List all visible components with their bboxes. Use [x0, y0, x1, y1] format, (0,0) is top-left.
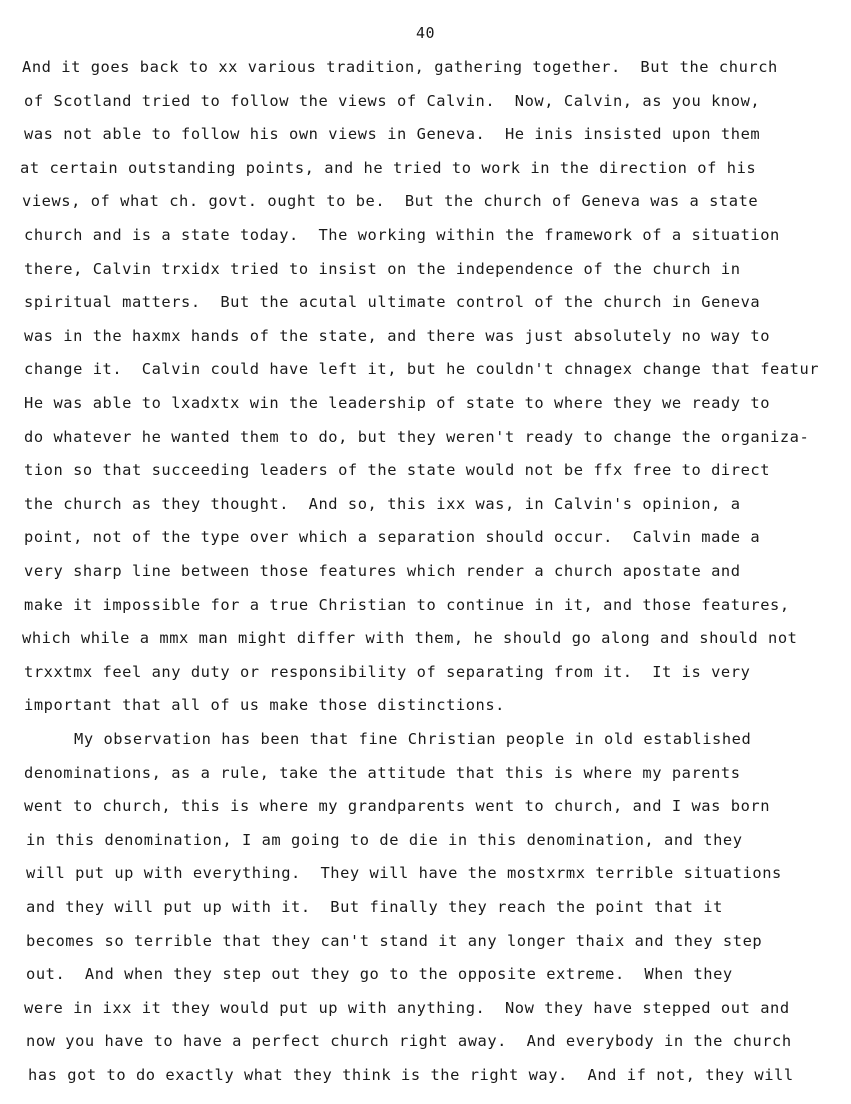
text-line: important that all of us make those distinctions.	[24, 696, 505, 715]
text-line: and they will put up with it. But finally they reach the point that it	[26, 898, 723, 916]
text-line: now you have to have a perfect church right away. And everybody in the church	[26, 1032, 792, 1051]
text-line: went to church, this is where my grandparents went to church, and I was born	[24, 797, 771, 816]
text-line: change it. Calvin could have left it, but he couldn't chnagex change that featur	[24, 360, 820, 379]
text-line: which while a mmx man might differ with them, he should go along and should not	[22, 629, 798, 648]
text-line: there, Calvin trxidx tried to insist on the independence of the church in	[24, 259, 741, 278]
text-line: has got to do exactly what they think is the right way. And if not, they will	[28, 1066, 794, 1084]
text-line: was not able to follow his own views in Geneva. He inis insisted upon them	[24, 125, 761, 144]
text-line: He was able to lxadxtx win the leadership of state to where they we ready to	[24, 394, 771, 412]
text-line: make it impossible for a true Christian to continue in it, and those features,	[24, 595, 790, 614]
text-line: church and is a state today. The working within the framework of a situation	[24, 226, 780, 244]
text-line: were in ixx it they would put up with anything. Now they have stepped out and	[24, 998, 790, 1017]
text-line: tion so that succeeding leaders of the state would not be ffx free to direct	[24, 461, 771, 480]
text-line: out. And when they step out they go to the opposite extreme. When they	[26, 965, 733, 984]
text-line: very sharp line between those features which render a church apostate and	[24, 562, 741, 580]
text-line: at certain outstanding points, and he tried to work in the direction of his	[20, 158, 757, 177]
text-line: And it goes back to xx various tradition, gathering together. But the church	[22, 58, 778, 76]
text-line: trxxtmx feel any duty or responsibility of separating from it. It is very	[24, 662, 751, 681]
text-line: the church as they thought. And so, this ixx was, in Calvin's opinion, a	[24, 494, 741, 513]
text-line: will put up with everything. They will have the mostxrmx terrible situations	[26, 864, 782, 883]
text-line: point, not of the type over which a separation should occur. Calvin made a	[24, 528, 761, 547]
page-number: 40	[415, 24, 436, 42]
text-line: do whatever he wanted them to do, but they weren't ready to change the organiza-	[24, 427, 810, 446]
paragraph-first-line: My observation has been that fine Christian people in old established	[74, 730, 752, 748]
text-line: in this denomination, I am going to de die in this denomination, and they	[26, 830, 743, 849]
text-line: of Scotland tried to follow the views of Calvin. Now, Calvin, as you know,	[24, 91, 761, 110]
text-line: becomes so terrible that they can't stand it any longer thaix and they step	[26, 931, 763, 950]
text-line: spiritual matters. But the acutal ultimate control of the church in Geneva	[24, 293, 761, 312]
text-line: denominations, as a rule, take the attitude that this is where my parents	[24, 763, 741, 782]
text-line: views, of what ch. govt. ought to be. But the church of Geneva was a state	[22, 192, 759, 211]
text-line: was in the haxmx hands of the state, and there was just absolutely no way to	[24, 326, 771, 345]
